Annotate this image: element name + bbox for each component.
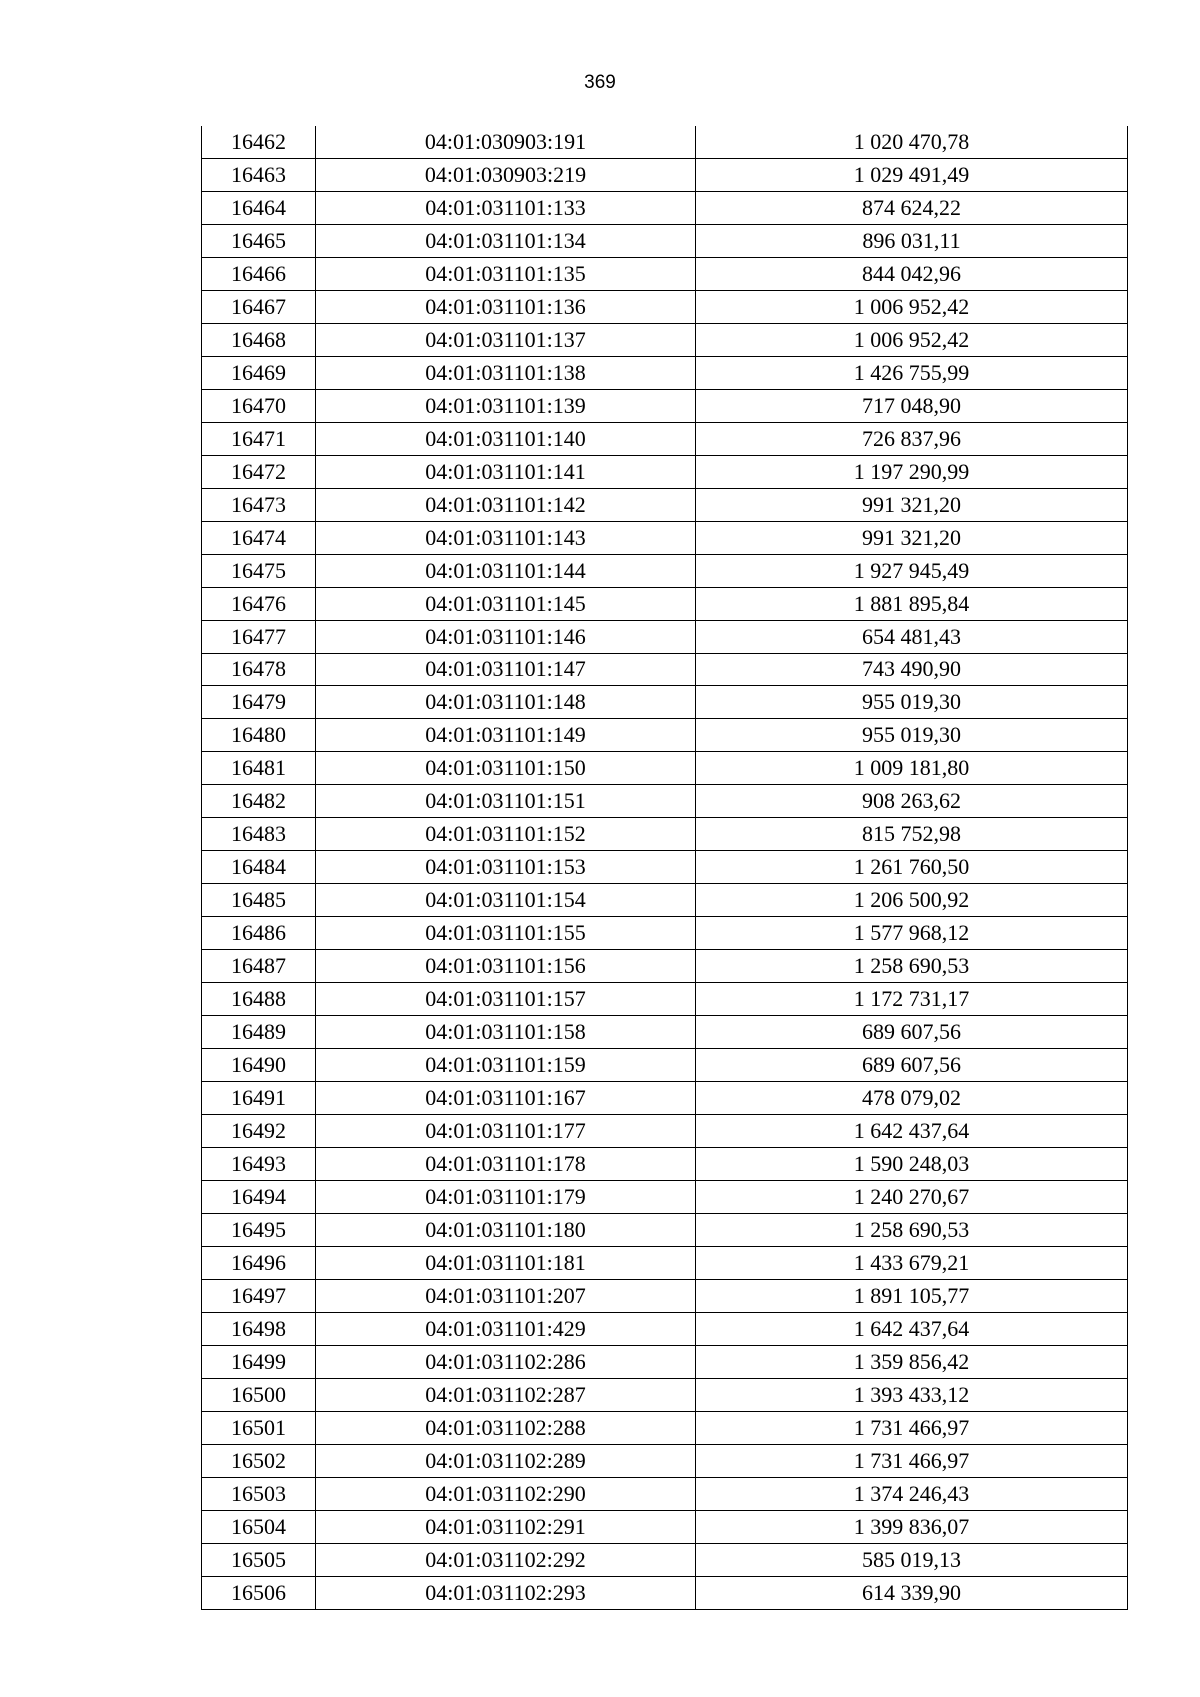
row-number-cell: 16482 [202,785,316,818]
cadastral-value-table [201,126,1128,1610]
cadastral-value-cell: 991 321,20 [696,488,1128,521]
cadastral-number-cell: 04:01:031101:158 [316,1016,696,1049]
cadastral-value-cell: 1 731 466,97 [696,1444,1128,1477]
cadastral-number-cell: 04:01:031101:148 [316,686,696,719]
cadastral-number-cell: 04:01:031101:137 [316,323,696,356]
cadastral-number-cell: 04:01:031101:133 [316,191,696,224]
table-row [202,1510,1128,1543]
cadastral-number-cell: 04:01:031101:150 [316,752,696,785]
row-number-cell: 16485 [202,884,316,917]
cadastral-value-cell: 1 399 836,07 [696,1510,1128,1543]
table-row [202,851,1128,884]
cadastral-value-cell: 908 263,62 [696,785,1128,818]
cadastral-value-cell: 1 197 290,99 [696,455,1128,488]
cadastral-number-cell: 04:01:031101:143 [316,521,696,554]
cadastral-number-cell: 04:01:031101:146 [316,620,696,653]
cadastral-number-cell: 04:01:030903:219 [316,158,696,191]
cadastral-number-cell: 04:01:031102:289 [316,1444,696,1477]
row-number-cell: 16493 [202,1148,316,1181]
cadastral-number-cell: 04:01:031101:135 [316,257,696,290]
cadastral-number-cell: 04:01:031101:145 [316,587,696,620]
table-row [202,818,1128,851]
table-row [202,686,1128,719]
table-row [202,158,1128,191]
cadastral-number-cell: 04:01:031102:288 [316,1411,696,1444]
cadastral-value-cell: 1 426 755,99 [696,356,1128,389]
row-number-cell: 16488 [202,983,316,1016]
row-number-cell: 16504 [202,1510,316,1543]
cadastral-number-cell: 04:01:031101:149 [316,719,696,752]
table-row [202,356,1128,389]
table-row [202,653,1128,686]
cadastral-value-cell: 1 029 491,49 [696,158,1128,191]
row-number-cell: 16505 [202,1543,316,1576]
cadastral-number-cell: 04:01:031101:144 [316,554,696,587]
cadastral-number-cell: 04:01:031101:136 [316,290,696,323]
cadastral-number-cell: 04:01:031101:180 [316,1213,696,1246]
table-row [202,290,1128,323]
row-number-cell: 16463 [202,158,316,191]
cadastral-number-cell: 04:01:031102:286 [316,1345,696,1378]
table-row [202,224,1128,257]
row-number-cell: 16479 [202,686,316,719]
table-row [202,785,1128,818]
cadastral-number-cell: 04:01:031101:152 [316,818,696,851]
table-row [202,1181,1128,1214]
table-row [202,752,1128,785]
cadastral-value-cell: 1 590 248,03 [696,1148,1128,1181]
table-row [202,1378,1128,1411]
row-number-cell: 16494 [202,1181,316,1214]
cadastral-value-cell: 1 881 895,84 [696,587,1128,620]
cadastral-value-cell: 1 433 679,21 [696,1246,1128,1279]
cadastral-number-cell: 04:01:031101:157 [316,983,696,1016]
row-number-cell: 16501 [202,1411,316,1444]
table-row [202,1213,1128,1246]
table-row [202,1016,1128,1049]
table-row [202,950,1128,983]
cadastral-value-cell: 1 240 270,67 [696,1181,1128,1214]
table-row [202,1477,1128,1510]
table-row [202,983,1128,1016]
row-number-cell: 16473 [202,488,316,521]
table-row [202,455,1128,488]
cadastral-number-cell: 04:01:031102:293 [316,1576,696,1609]
cadastral-number-cell: 04:01:031101:139 [316,389,696,422]
row-number-cell: 16491 [202,1082,316,1115]
table-row [202,126,1128,158]
page-number: 369 [584,72,616,93]
table-row [202,488,1128,521]
cadastral-number-cell: 04:01:031101:429 [316,1312,696,1345]
cadastral-value-cell: 1 206 500,92 [696,884,1128,917]
row-number-cell: 16464 [202,191,316,224]
row-number-cell: 16471 [202,422,316,455]
table-row [202,521,1128,554]
cadastral-number-cell: 04:01:031101:181 [316,1246,696,1279]
row-number-cell: 16487 [202,950,316,983]
cadastral-number-cell: 04:01:031101:140 [316,422,696,455]
cadastral-number-cell: 04:01:031102:292 [316,1543,696,1576]
cadastral-value-cell: 1 393 433,12 [696,1378,1128,1411]
table-row [202,719,1128,752]
cadastral-value-cell: 1 731 466,97 [696,1411,1128,1444]
cadastral-value-cell: 896 031,11 [696,224,1128,257]
table-row [202,1148,1128,1181]
row-number-cell: 16462 [202,126,316,158]
table-row [202,1543,1128,1576]
row-number-cell: 16483 [202,818,316,851]
cadastral-number-cell: 04:01:031101:154 [316,884,696,917]
table-row [202,587,1128,620]
cadastral-value-cell: 1 258 690,53 [696,950,1128,983]
cadastral-number-cell: 04:01:031101:159 [316,1049,696,1082]
cadastral-value-cell: 689 607,56 [696,1049,1128,1082]
cadastral-value-cell: 1 006 952,42 [696,323,1128,356]
cadastral-value-cell: 955 019,30 [696,719,1128,752]
table-row [202,554,1128,587]
cadastral-value-cell: 1 261 760,50 [696,851,1128,884]
cadastral-value-cell: 1 642 437,64 [696,1115,1128,1148]
row-number-cell: 16466 [202,257,316,290]
cadastral-value-cell: 717 048,90 [696,389,1128,422]
table-body [202,126,1128,1609]
row-number-cell: 16468 [202,323,316,356]
cadastral-value-cell: 1 374 246,43 [696,1477,1128,1510]
cadastral-value-cell: 1 359 856,42 [696,1345,1128,1378]
row-number-cell: 16465 [202,224,316,257]
table-row [202,257,1128,290]
cadastral-number-cell: 04:01:031101:134 [316,224,696,257]
cadastral-number-cell: 04:01:031102:291 [316,1510,696,1543]
cadastral-number-cell: 04:01:031101:167 [316,1082,696,1115]
table-row [202,422,1128,455]
row-number-cell: 16467 [202,290,316,323]
table-row [202,1576,1128,1609]
cadastral-value-cell: 991 321,20 [696,521,1128,554]
cadastral-value-cell: 1 009 181,80 [696,752,1128,785]
cadastral-number-cell: 04:01:031101:153 [316,851,696,884]
cadastral-value-cell: 1 006 952,42 [696,290,1128,323]
cadastral-number-cell: 04:01:031101:177 [316,1115,696,1148]
table-row [202,1312,1128,1345]
cadastral-value-cell: 815 752,98 [696,818,1128,851]
row-number-cell: 16484 [202,851,316,884]
table-row [202,1115,1128,1148]
table-row [202,1049,1128,1082]
cadastral-value-cell: 1 172 731,17 [696,983,1128,1016]
cadastral-number-cell: 04:01:031101:142 [316,488,696,521]
row-number-cell: 16489 [202,1016,316,1049]
table-row [202,1411,1128,1444]
row-number-cell: 16472 [202,455,316,488]
row-number-cell: 16490 [202,1049,316,1082]
table-row [202,1279,1128,1312]
row-number-cell: 16481 [202,752,316,785]
row-number-cell: 16506 [202,1576,316,1609]
table-row [202,389,1128,422]
cadastral-number-cell: 04:01:030903:191 [316,126,696,158]
row-number-cell: 16496 [202,1246,316,1279]
cadastral-value-cell: 1 891 105,77 [696,1279,1128,1312]
row-number-cell: 16480 [202,719,316,752]
row-number-cell: 16486 [202,917,316,950]
row-number-cell: 16500 [202,1378,316,1411]
cadastral-value-cell: 478 079,02 [696,1082,1128,1115]
table-row [202,323,1128,356]
cadastral-number-cell: 04:01:031101:138 [316,356,696,389]
row-number-cell: 16492 [202,1115,316,1148]
cadastral-number-cell: 04:01:031101:207 [316,1279,696,1312]
table-row [202,1444,1128,1477]
cadastral-value-cell: 955 019,30 [696,686,1128,719]
row-number-cell: 16495 [202,1213,316,1246]
row-number-cell: 16498 [202,1312,316,1345]
row-number-cell: 16477 [202,620,316,653]
table-row [202,1082,1128,1115]
cadastral-number-cell: 04:01:031101:178 [316,1148,696,1181]
cadastral-value-cell: 654 481,43 [696,620,1128,653]
cadastral-value-cell: 743 490,90 [696,653,1128,686]
cadastral-value-cell: 726 837,96 [696,422,1128,455]
table-row [202,1246,1128,1279]
cadastral-value-cell: 1 642 437,64 [696,1312,1128,1345]
cadastral-value-cell: 1 020 470,78 [696,126,1128,158]
cadastral-number-cell: 04:01:031102:290 [316,1477,696,1510]
table-row [202,1345,1128,1378]
cadastral-number-cell: 04:01:031101:151 [316,785,696,818]
row-number-cell: 16478 [202,653,316,686]
cadastral-number-cell: 04:01:031101:155 [316,917,696,950]
row-number-cell: 16475 [202,554,316,587]
cadastral-value-cell: 874 624,22 [696,191,1128,224]
row-number-cell: 16474 [202,521,316,554]
table-row [202,620,1128,653]
cadastral-value-cell: 844 042,96 [696,257,1128,290]
table-row [202,191,1128,224]
table-row [202,884,1128,917]
row-number-cell: 16470 [202,389,316,422]
cadastral-value-cell: 1 577 968,12 [696,917,1128,950]
cadastral-number-cell: 04:01:031101:141 [316,455,696,488]
cadastral-number-cell: 04:01:031101:156 [316,950,696,983]
cadastral-value-cell: 614 339,90 [696,1576,1128,1609]
cadastral-value-cell: 585 019,13 [696,1543,1128,1576]
row-number-cell: 16469 [202,356,316,389]
row-number-cell: 16499 [202,1345,316,1378]
row-number-cell: 16476 [202,587,316,620]
cadastral-value-cell: 1 258 690,53 [696,1213,1128,1246]
row-number-cell: 16503 [202,1477,316,1510]
row-number-cell: 16502 [202,1444,316,1477]
cadastral-number-cell: 04:01:031101:179 [316,1181,696,1214]
table-row [202,917,1128,950]
cadastral-number-cell: 04:01:031101:147 [316,653,696,686]
cadastral-value-cell: 1 927 945,49 [696,554,1128,587]
cadastral-value-cell: 689 607,56 [696,1016,1128,1049]
cadastral-number-cell: 04:01:031102:287 [316,1378,696,1411]
row-number-cell: 16497 [202,1279,316,1312]
